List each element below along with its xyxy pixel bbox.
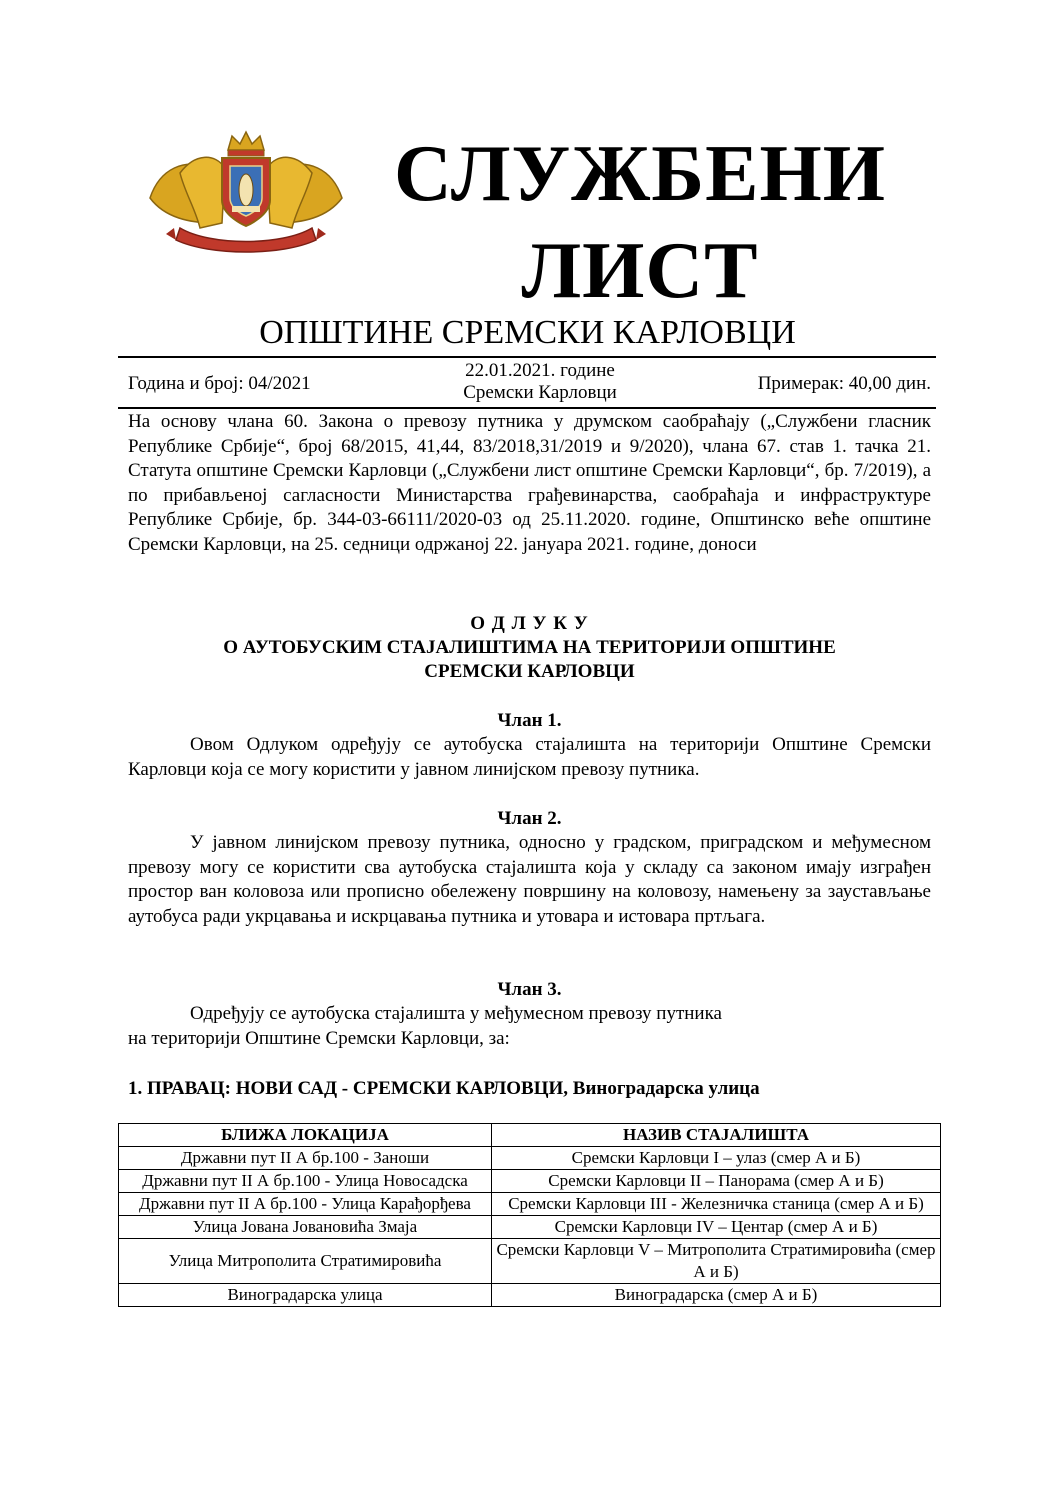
issue-price: Примерак: 40,00 дин. (757, 373, 931, 394)
location-cell: Државни пут II А бр.100 - Улица Новосадска (119, 1170, 492, 1193)
stop-name-cell: Виноградарска (смер А и Б) (492, 1284, 941, 1307)
decision-heading: О Д Л У К У (470, 613, 589, 634)
location-cell: Виноградарска улица (119, 1284, 492, 1307)
decision-title-line2: СРЕМСКИ КАРЛОВЦИ (424, 661, 635, 682)
table-row (119, 1284, 941, 1307)
masthead-title-line2: ЛИСТ (521, 227, 759, 315)
header-divider-top (118, 356, 936, 358)
issue-number: Година и број: 04/2021 (128, 373, 311, 394)
column-header-stop-name: НАЗИВ СТАЈАЛИШТА (492, 1124, 941, 1147)
article-1-heading: Члан 1. (497, 710, 562, 731)
table-header-row (119, 1124, 941, 1147)
article-2-text: У јавном линијском превозу путника, односно у градском, приградском и међумесном превозу могу се користити сва аутобуска стајалишта која у складу са законом имају изграђен простор ван коловоза или прописно обележену површину на коловозу, намењену за заустављање аутобуса ради укрцавања и искрцавања путника и утовара и истовара пртљага. (128, 832, 931, 927)
header-divider-bottom (118, 407, 936, 409)
location-cell: Државни пут II А бр.100 - Улица Карађорђева (119, 1193, 492, 1216)
stop-name-cell: Сремски Карловци V – Митрополита Стратимировића (смер А и Б) (492, 1239, 941, 1284)
stop-name-cell: Сремски Карловци IV – Центар (смер А и Б) (492, 1216, 941, 1239)
location-cell: Улица Митрополита Стратимировића (119, 1239, 492, 1284)
issue-date-place (440, 360, 640, 404)
route-heading: 1. ПРАВАЦ: НОВИ САД - СРЕМСКИ КАРЛОВЦИ, Виноградарска улица (128, 1078, 760, 1099)
issue-date: 22.01.2021. године (465, 360, 615, 381)
preamble-paragraph: На основу члана 60. Закона о превозу путника у друмском саобраћају („Службени гласник Републике Србије“, број 68/2015, 41,44, 83/2018,31/2019 и 9/2020), члана 67. став 1. тачка 21. Статута општине Сремски Карловци („Службени лист општине Сремски Карловци“, бр. 7/2019), а по прибављеној сагласности Министарства грађевинарства, саобраћаја и инфраструктуре Републике Србије, бр. 344-03-66111/2020-03 од 25.11.2020. године, Општинско веће општине Сремски Карловци, на 25. седници одржаној 22. јануара 2021. године, доноси (128, 411, 931, 555)
stop-name-cell: Сремски Карловци III - Железничка станица (смер А и Б) (492, 1193, 941, 1216)
stop-name-cell: Сремски Карловци I – улаз (смер А и Б) (492, 1147, 941, 1170)
table-row (119, 1216, 941, 1239)
coat-of-arms-icon (140, 128, 352, 256)
article-1-text: Овом Одлуком одређују се аутобуска стајалишта на територији Општине Сремски Карловци која се могу користити у јавном линијском превозу путника. (128, 734, 931, 780)
article-3-heading: Члан 3. (497, 979, 562, 1000)
decision-title-line1: О АУТОБУСКИМ СТАЈАЛИШТИМА НА ТЕРИТОРИЈИ ОПШТИНЕ (223, 637, 836, 658)
location-cell: Улица Јована Јовановића Змаја (119, 1216, 492, 1239)
table-row (119, 1193, 941, 1216)
masthead-subtitle: ОПШТИНЕ СРЕМСКИ КАРЛОВЦИ (259, 314, 796, 351)
table-row (119, 1239, 941, 1284)
stop-name-cell: Сремски Карловци II – Панорама (смер А и Б) (492, 1170, 941, 1193)
issue-place: Сремски Карловци (463, 382, 617, 403)
table-row (119, 1147, 941, 1170)
location-cell: Државни пут II А бр.100 - Заноши (119, 1147, 492, 1170)
article-2-heading: Члан 2. (497, 808, 562, 829)
table-row (119, 1170, 941, 1193)
article-3-text-line2: на територији Општине Сремски Карловци, за: (128, 1028, 510, 1049)
bus-stops-table (118, 1123, 941, 1307)
column-header-location: БЛИЖА ЛОКАЦИЈА (119, 1124, 492, 1147)
masthead-title-line1: СЛУЖБЕНИ (394, 130, 886, 218)
article-3-text-line1: Одређују се аутобуска стајалишта у међумесном превозу путника (190, 1003, 722, 1024)
